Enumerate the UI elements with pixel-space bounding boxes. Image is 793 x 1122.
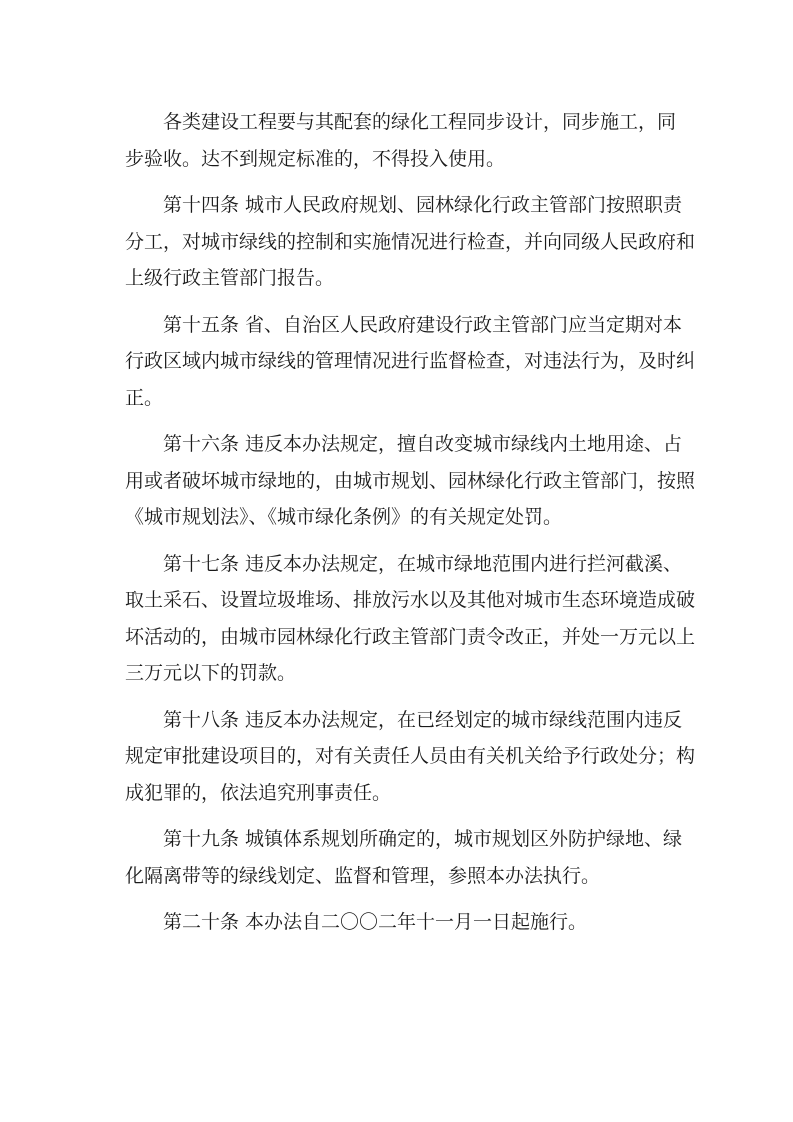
paragraph-line: 上级行政主管部门报告。 xyxy=(125,267,335,289)
paragraph-line: 各类建设工程要与其配套的绿化工程同步设计，同步施工，同 xyxy=(163,111,677,133)
paragraph-line: 第十六条 违反本办法规定，擅自改变城市绿线内土地用途、占 xyxy=(163,433,683,455)
paragraph-line: 第十七条 违反本办法规定，在城市绿地范围内进行拦河截溪、 xyxy=(163,552,683,575)
article-20 xyxy=(125,904,682,941)
article-14 xyxy=(125,187,696,297)
paragraph-line: 第十四条 城市人民政府规划、园林绿化行政主管部门按照职责 xyxy=(163,194,683,216)
paragraph-line: 取土采石、设置垃圾堆场、排放污水以及其他对城市生态环境造成破 xyxy=(125,589,696,611)
paragraph-line: 正。 xyxy=(125,386,164,409)
paragraph-line: 分工，对城市绿线的控制和实施情况进行检查，并向同级人民政府和 xyxy=(125,230,696,253)
paragraph-line: 第二十条 本办法自二〇〇二年十一月一日起施行。 xyxy=(163,911,588,933)
article-17 xyxy=(125,546,696,692)
article-18 xyxy=(125,702,696,812)
paragraph-line: 第十八条 违反本办法规定，在已经划定的城市绿线范围内违反 xyxy=(163,708,683,731)
paragraph-line: 规定审批建设项目的，对有关责任人员由有关机关给予行政处分；构 xyxy=(125,745,696,767)
article-19 xyxy=(125,821,682,894)
document-body xyxy=(125,104,696,951)
paragraph-line: 行政区域内城市绿线的管理情况进行监督检查，对违法行为，及时纠 xyxy=(125,350,696,372)
paragraph-line: 步验收。达不到规定标准的，不得投入使用。 xyxy=(125,147,506,170)
paragraph-construction-sync xyxy=(125,104,682,177)
paragraph-line: 化隔离带等的绿线划定、监督和管理，参照本办法执行。 xyxy=(125,864,601,887)
paragraph-line: 第十九条 城镇体系规划所确定的，城市规划区外防护绿地、绿 xyxy=(163,828,683,850)
paragraph-line: 成犯罪的，依法追究刑事责任。 xyxy=(125,781,392,804)
paragraph-line: 第十五条 省、自治区人民政府建设行政主管部门应当定期对本 xyxy=(163,313,683,336)
paragraph-line: 用或者破坏城市绿地的，由城市规划、园林绿化行政主管部门，按照 xyxy=(125,469,696,492)
paragraph-line: 三万元以下的罚款。 xyxy=(125,662,297,684)
article-15 xyxy=(125,307,696,417)
article-16 xyxy=(125,426,696,536)
paragraph-line: 《城市规划法》、《城市绿化条例》的有关规定处罚。 xyxy=(125,506,563,528)
paragraph-line: 坏活动的，由城市园林绿化行政主管部门责令改正，并处一万元以上 xyxy=(125,625,696,648)
